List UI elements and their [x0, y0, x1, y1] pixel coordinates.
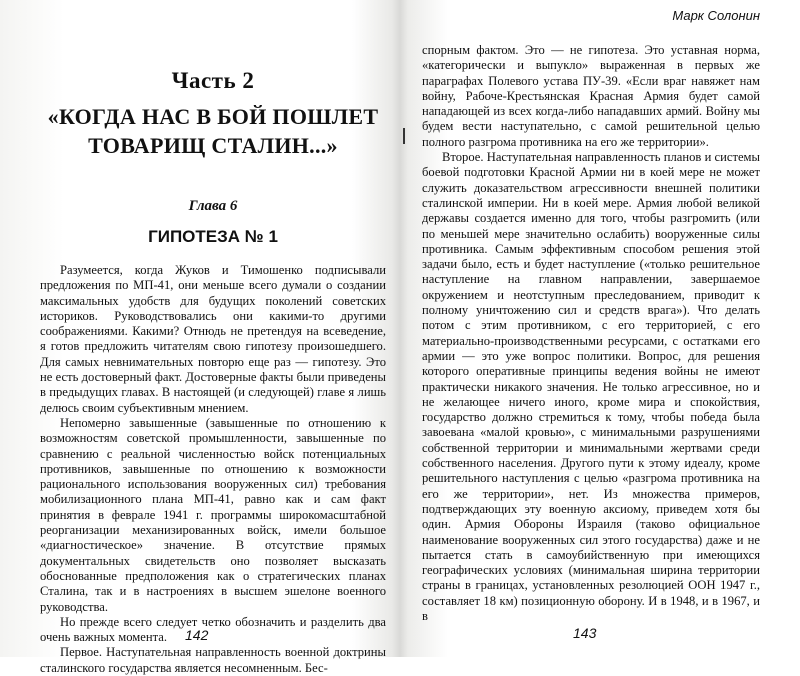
paragraph: Непомерно завышенные (завышенные по отношению к возможностям советской промышленности, завышенные по сравнению с реальной численностью войск потенциальных противников, завышенные по отношению к возможности рационального использования вооруженных сил) требования мобилизационного плана МП-41, равно как и сам факт принятия в феврале 1941 г. программы широкомасштабной реорганизации механизированных войск, имели большое «диагностическое» значение. В отсутствие прямых документальных свидетельств оно позволяет высказать обоснованные предположения как о стратегических планах Сталина, так и в настроениях в высшем эшелоне военного руководства.	[40, 415, 386, 614]
paragraph: Второе. Наступательная направленность планов и системы боевой подготовки Красной Армии ни в коей мере не может служить доказательством агрессивности внешней политики сталинской империи. Ни в коей мере. Армия любой великой державы создается именно для того, чтобы разгромить (или по меньшей мере значительно ослабить) вооруженные силы противника. Самым эффективным способом решения этой задачи было, есть и будет наступление («только решительное наступление на главном направлении, завершаемое окружением и неотступным преследованием, приводит к полному уничтожению сил и средств врага»). Что делать потом с этим противником, с его территорией, с его материально-производственными ресурсами, с остатками его армии — это уже вопрос политики. Вопрос, для решения которого оперативные принципы ведения войны не имеют практически никакого значения. Не только агрессивное, но и не желающее ничего иного, кроме мира и спокойствия, государство должно стремиться к тому, чтобы победа была завоевана «малой кровью», с минимальными разрушениями собственной территории и минимальными жертвами среди собственного населения. Другого пути к этому идеалу, кроме решительного наступления с целью «разгрома противника на его же территории», нет. Из множества примеров, подтверждающих эту военную аксиому, приведем хотя бы один. Армия Обороны Израиля (таково официальное наименование вооруженных сил этого государства) даже и не пытается стать в самоубийственную при имеющихся географических условиях (минимальная ширина территории страны в границах, установленных резолюцией ООН 1947 г., составляет 18 км) позиционную оборону. И в 1948, и в 1967, и в	[422, 150, 760, 623]
right-body-text	[422, 43, 760, 624]
right-page	[408, 0, 800, 657]
section-heading: ГИПОТЕЗА № 1	[148, 227, 278, 246]
part-title: Часть 2	[171, 68, 255, 93]
part-subtitle-line-2: ТОВАРИЩ СТАЛИН...»	[88, 133, 338, 158]
page-number: 142	[185, 627, 209, 643]
part-subtitle-line-1: «КОГДА НАС В БОЙ ПОШЛЕТ	[47, 104, 379, 129]
left-body-text	[40, 263, 386, 676]
paragraph: спорным фактом. Это — не гипотеза. Это уставная норма, «категорически и выпукло» выраженная в первых же параграфах Полевого устава ПУ-39. «Если враг навяжет нам войну, Рабоче-Крестьянская Красная Армия будет самой нападающей из всех когда-либо нападавших армий. Войну мы будем вести наступательно, с самой решительной целью полного разгрома противника на его же территории».	[422, 43, 760, 149]
chapter-heading: Глава 6	[188, 198, 238, 214]
left-page	[0, 0, 400, 675]
paragraph: Первое. Наступательная направленность военной доктрины сталинского государства является несомненным. Бес-	[40, 645, 386, 675]
margin-mark	[403, 128, 405, 144]
page-number: 143	[573, 625, 597, 641]
running-head: Марк Солонин	[672, 8, 760, 23]
paragraph: Разумеется, когда Жуков и Тимошенко подписывали предложения по МП-41, они меньше всего думали о создании максимальных удобств для будущих поколений советских историков. Руководствовались они какими-то другими соображениями. Какими? Отнюдь не претендуя на всеведение, я готов предложить читателям свою гипотезу произошедшего. Для самых невнимательных повторю еще раз — гипотезу. Это не есть достоверный факт. Достоверные факты были приведены в предыдущих главах. В настоящей (и следующей) главе я лишь делюсь своим субъективным мнением.	[40, 263, 386, 415]
part-subtitle	[40, 102, 386, 160]
paragraph: Но прежде всего следует четко обозначить и разделить два очень важных момента.	[40, 614, 386, 645]
